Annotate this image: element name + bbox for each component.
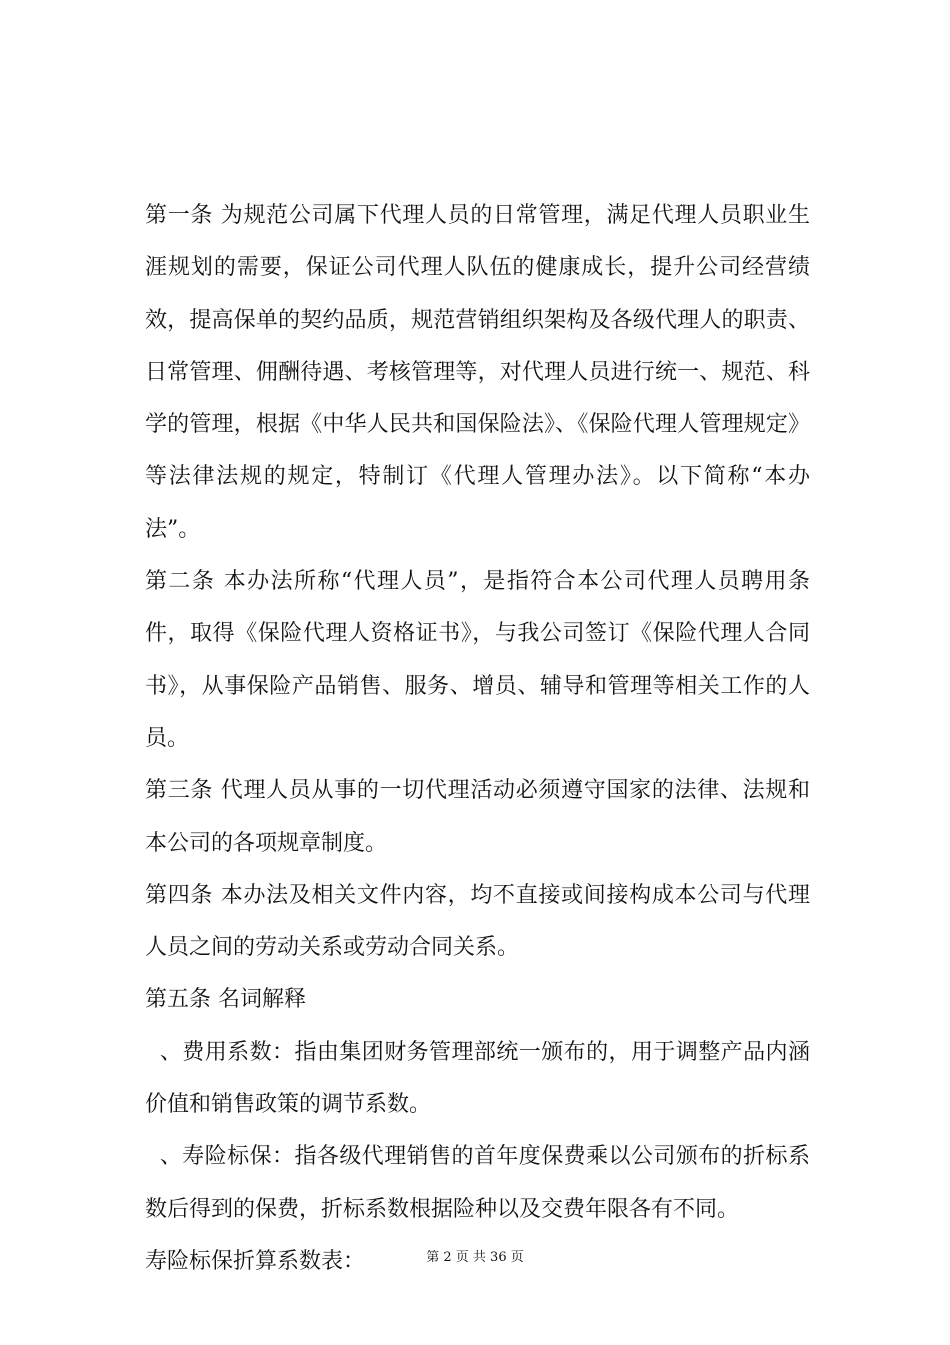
document-body	[145, 190, 810, 1288]
article-2-paragraph: 第二条 本办法所称“代理人员”，是指符合本公司代理人员聘用条件，取得《保险代理人资格证书》，与我公司签订《保险代理人合同书》，从事保险产品销售、服务、增员、辅导和管理等相关工作的人员。	[145, 569, 810, 751]
conversion-table-title: 寿险标保折算系数表：	[145, 1248, 366, 1274]
definition-standard-premium: 、寿险标保：指各级代理销售的首年度保费乘以公司颁布的折标系数后得到的保费，折标系数根据险种以及交费年限各有不同。	[145, 1144, 810, 1222]
article-3-paragraph: 第三条 代理人员从事的一切代理活动必须遵守国家的法律、法规和本公司的各项规章制度。	[145, 778, 810, 856]
article-5-heading: 第五条 名词解释	[145, 987, 306, 1013]
document-heading	[0, 152, 950, 172]
page-number-text: 第 2 页 共 36 页	[426, 1250, 524, 1265]
article-1-paragraph: 第一条 为规范公司属下代理人员的日常管理，满足代理人员职业生涯规划的需要，保证公司代理人队伍的健康成长，提升公司经营绩效，提高保单的契约品质，规范营销组织架构及各级代理人的职责、日常管理、佣酬待遇、考核管理等，对代理人员进行统一、规范、科学的管理，根据《中华人民共和国保险法》、《保险代理人管理规定》等法律法规的规定，特制订《代理人管理办法》。以下简称“本办法”。	[145, 203, 810, 542]
page-footer	[0, 1249, 950, 1267]
definition-expense-coefficient: 、费用系数：指由集团财务管理部统一颁布的，用于调整产品内涵价值和销售政策的调节系数。	[145, 1039, 810, 1118]
article-4-paragraph: 第四条 本办法及相关文件内容，均不直接或间接构成本公司与代理人员之间的劳动关系或劳动合同关系。	[145, 882, 810, 961]
